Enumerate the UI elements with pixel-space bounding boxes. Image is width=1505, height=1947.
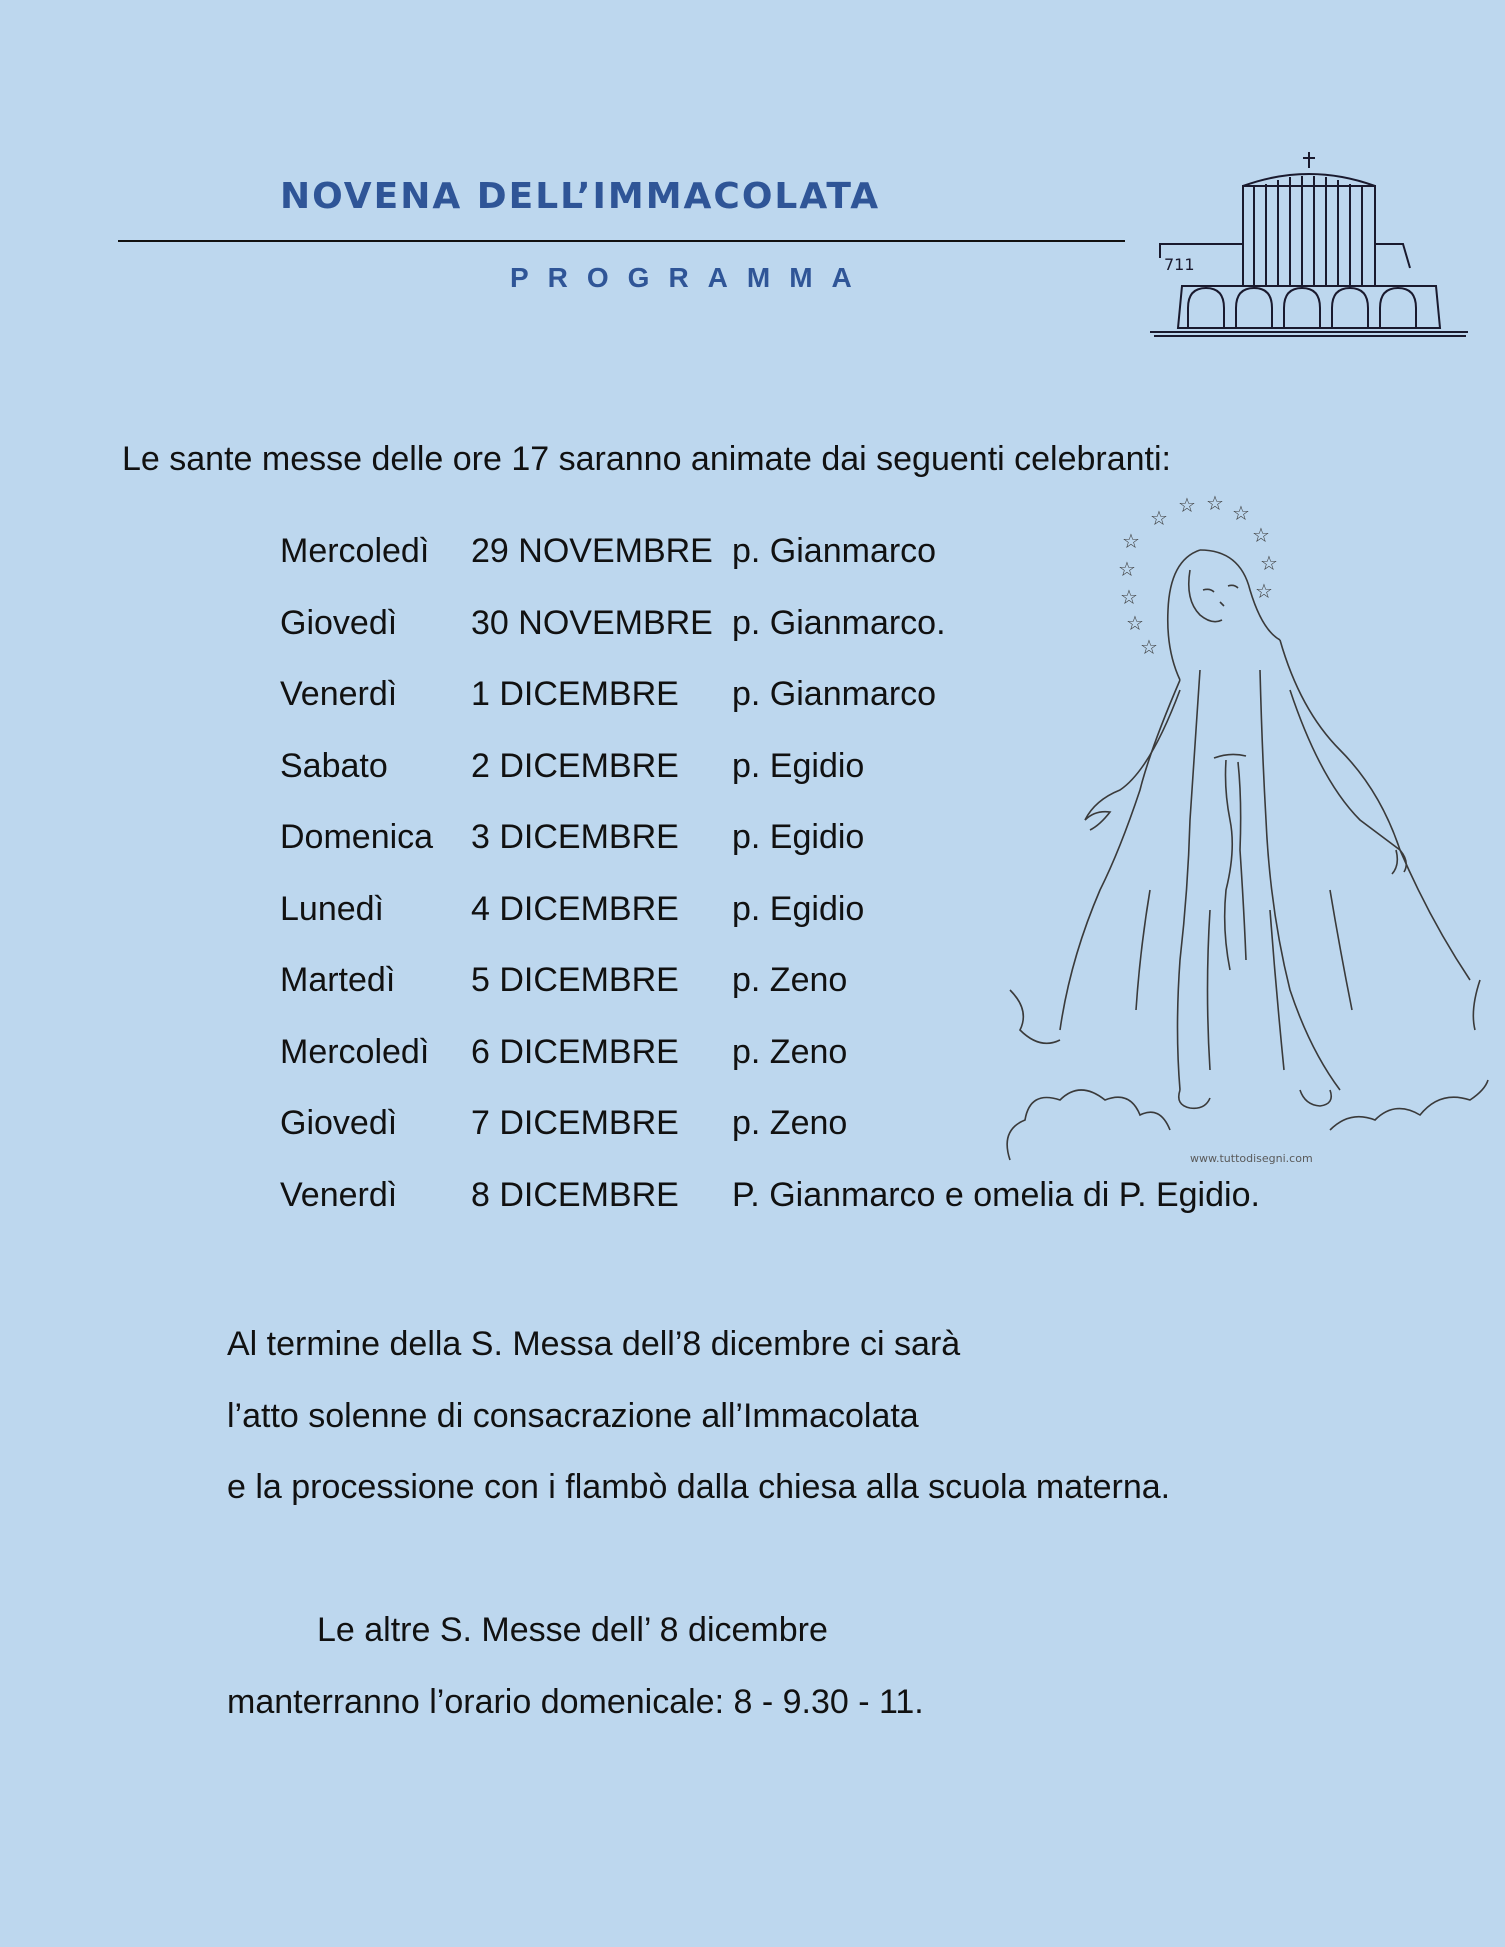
svg-text:☆: ☆ [1122, 531, 1140, 553]
schedule-day: Sabato [280, 746, 388, 785]
schedule-date: 6 DICEMBRE [471, 1032, 679, 1071]
svg-text:☆: ☆ [1178, 495, 1196, 517]
svg-text:☆: ☆ [1255, 581, 1273, 603]
intro-text: Le sante messe delle ore 17 saranno animate dai seguenti celebranti: [122, 440, 1172, 478]
svg-text:☆: ☆ [1126, 613, 1144, 635]
svg-text:☆: ☆ [1232, 503, 1250, 525]
svg-text:☆: ☆ [1118, 559, 1136, 581]
schedule-date: 4 DICEMBRE [471, 889, 679, 928]
schedule-celebrant: p. Gianmarco. [732, 603, 946, 642]
schedule-day: Mercoledì [280, 1032, 430, 1071]
title-divider [118, 240, 1125, 242]
schedule-celebrant: p. Zeno [732, 1104, 848, 1142]
schedule-date: 29 NOVEMBRE [471, 532, 713, 570]
other-masses-line-1: Le altre S. Messe dell’ 8 dicembre [317, 1611, 828, 1649]
svg-text:☆: ☆ [1120, 587, 1138, 609]
closing-line-1: Al termine della S. Messa dell’8 dicembre ci sarà [227, 1325, 961, 1363]
schedule-date: 7 DICEMBRE [471, 1104, 679, 1142]
schedule-date: 2 DICEMBRE [471, 746, 679, 785]
schedule-date: 8 DICEMBRE [471, 1175, 679, 1214]
schedule-celebrant: p. Zeno [732, 1032, 848, 1071]
schedule-day: Venerdì [280, 1175, 398, 1214]
halo-stars [1118, 493, 1278, 659]
schedule-celebrant: p. Gianmarco [732, 532, 937, 570]
schedule-day: Lunedì [280, 889, 384, 928]
other-masses-line-2: manterranno l’orario domenicale: 8 - 9.30 - 11. [227, 1683, 924, 1721]
church-drawing [1148, 148, 1470, 338]
schedule-celebrant: p. Egidio [732, 889, 865, 928]
svg-text:☆: ☆ [1140, 637, 1158, 659]
svg-text:☆: ☆ [1206, 493, 1224, 515]
svg-text:☆: ☆ [1150, 508, 1168, 530]
schedule-celebrant: P. Gianmarco e omelia di P. Egidio. [732, 1175, 1260, 1214]
schedule-celebrant: p. Egidio [732, 746, 865, 785]
closing-line-2: l’atto solenne di consacrazione all’Immacolata [227, 1397, 919, 1435]
schedule-date: 1 DICEMBRE [471, 675, 679, 713]
svg-text:☆: ☆ [1260, 553, 1278, 575]
schedule-date: 30 NOVEMBRE [471, 603, 713, 642]
schedule-day: Martedì [280, 961, 396, 999]
schedule-day: Mercoledì [280, 532, 430, 570]
svg-text:☆: ☆ [1252, 525, 1270, 547]
schedule-day: Domenica [280, 818, 434, 856]
svg-text:711: 711 [1164, 255, 1195, 274]
madonna-drawing [1000, 490, 1490, 1170]
schedule-celebrant: p. Gianmarco [732, 675, 937, 713]
schedule-day: Giovedì [280, 603, 398, 642]
page-title: NOVENA DELL’IMMACOLATA [280, 176, 881, 217]
schedule-celebrant: p. Egidio [732, 818, 865, 856]
schedule-celebrant: p. Zeno [732, 961, 848, 999]
schedule-day: Venerdì [280, 675, 398, 713]
page-subtitle: PROGRAMMA [510, 262, 871, 293]
closing-line-3: e la processione con i flambò dalla chiesa alla scuola materna. [227, 1468, 1171, 1506]
schedule-date: 5 DICEMBRE [471, 961, 679, 999]
schedule-day: Giovedì [280, 1104, 398, 1142]
schedule-date: 3 DICEMBRE [471, 818, 679, 856]
watermark-text: www.tuttodisegni.com [1190, 1152, 1313, 1165]
